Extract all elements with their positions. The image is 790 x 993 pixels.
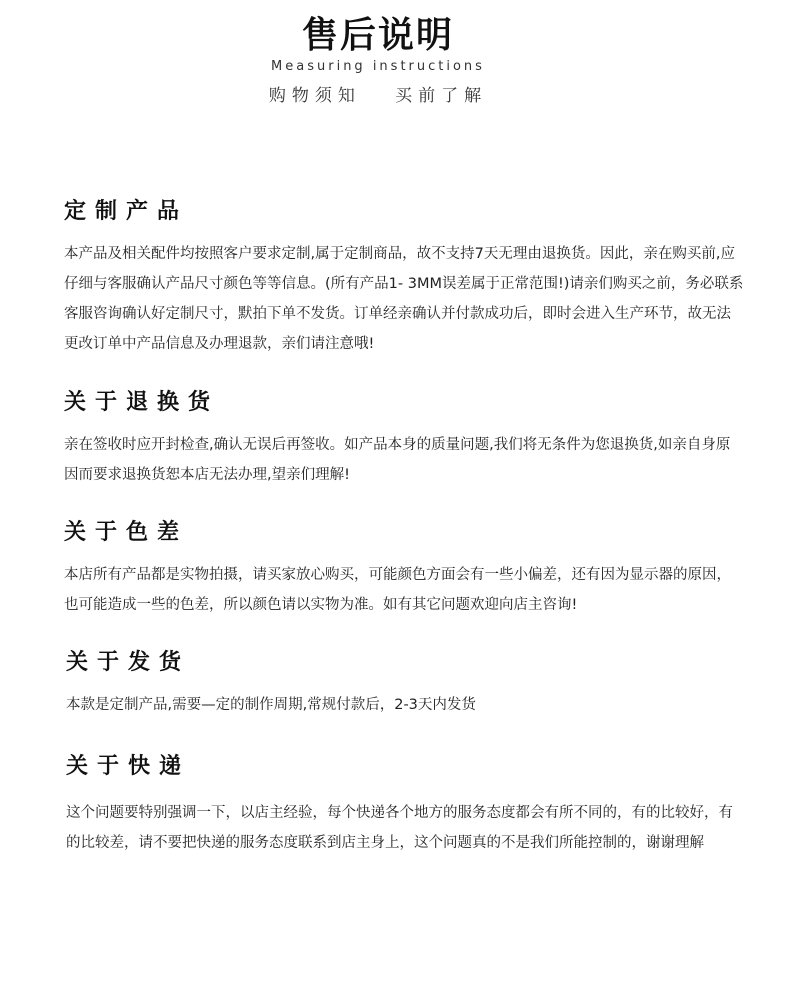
- section-body: 本产品及相关配件均按照客户要求定制,属于定制商品，故不支持7天无理由退换货。因此，亲在购买前,应仔细与客服确认产品尺寸颜色等等信息。(所有产品1- 3MM误差属于正常范围!)请亲们购买之前，务必联系客服咨询确认好定制尺寸，默拍下单不发货。订单经亲确认并付款成功后，即时会进入生产环节，故无法更改订单中产品信息及办理退款，亲们请注意哦!: [64, 246, 744, 352]
- section-title: 定制产品: [64, 199, 189, 224]
- page-subtitle-chinese: 购物须知 买前了解: [268, 86, 488, 106]
- section-title: 关于退换货: [64, 390, 220, 415]
- section-body: 本款是定制产品,需要—定的制作周期,常规付款后，2-3天内发货: [66, 697, 476, 713]
- page-subtitle-english: Measuring instructions: [271, 59, 485, 74]
- section-body: 亲在签收时应开封检查,确认无误后再签收。如产品本身的质量问题,我们将无条件为您退换货,如亲自身原因而要求退换货恕本店无法办理,望亲们理解!: [64, 437, 731, 483]
- section-custom-products: [64, 197, 744, 359]
- section-title: 关于快递: [66, 754, 191, 779]
- section-title: 关于色差: [64, 520, 189, 545]
- section-title: 关于发货: [66, 650, 191, 675]
- section-courier: [66, 752, 746, 858]
- page-title: 售后说明: [301, 15, 454, 56]
- section-body: 本店所有产品都是实物拍摄，请买家放心购买，可能颜色方面会有一些小偏差，还有因为显示器的原因，也可能造成一些的色差，所以颜色请以实物为准。如有其它问题欢迎向店主咨询!: [64, 567, 731, 613]
- section-body: 这个问题要特别强调一下，以店主经验，每个快递各个地方的服务态度都会有所不同的，有的比较好，有的比较差，请不要把快递的服务态度联系到店主身上，这个问题真的不是我们所能控制的，谢谢理解: [66, 805, 733, 851]
- section-color-difference: [64, 518, 744, 620]
- section-shipping: [66, 648, 746, 720]
- section-returns-exchanges: [64, 388, 744, 490]
